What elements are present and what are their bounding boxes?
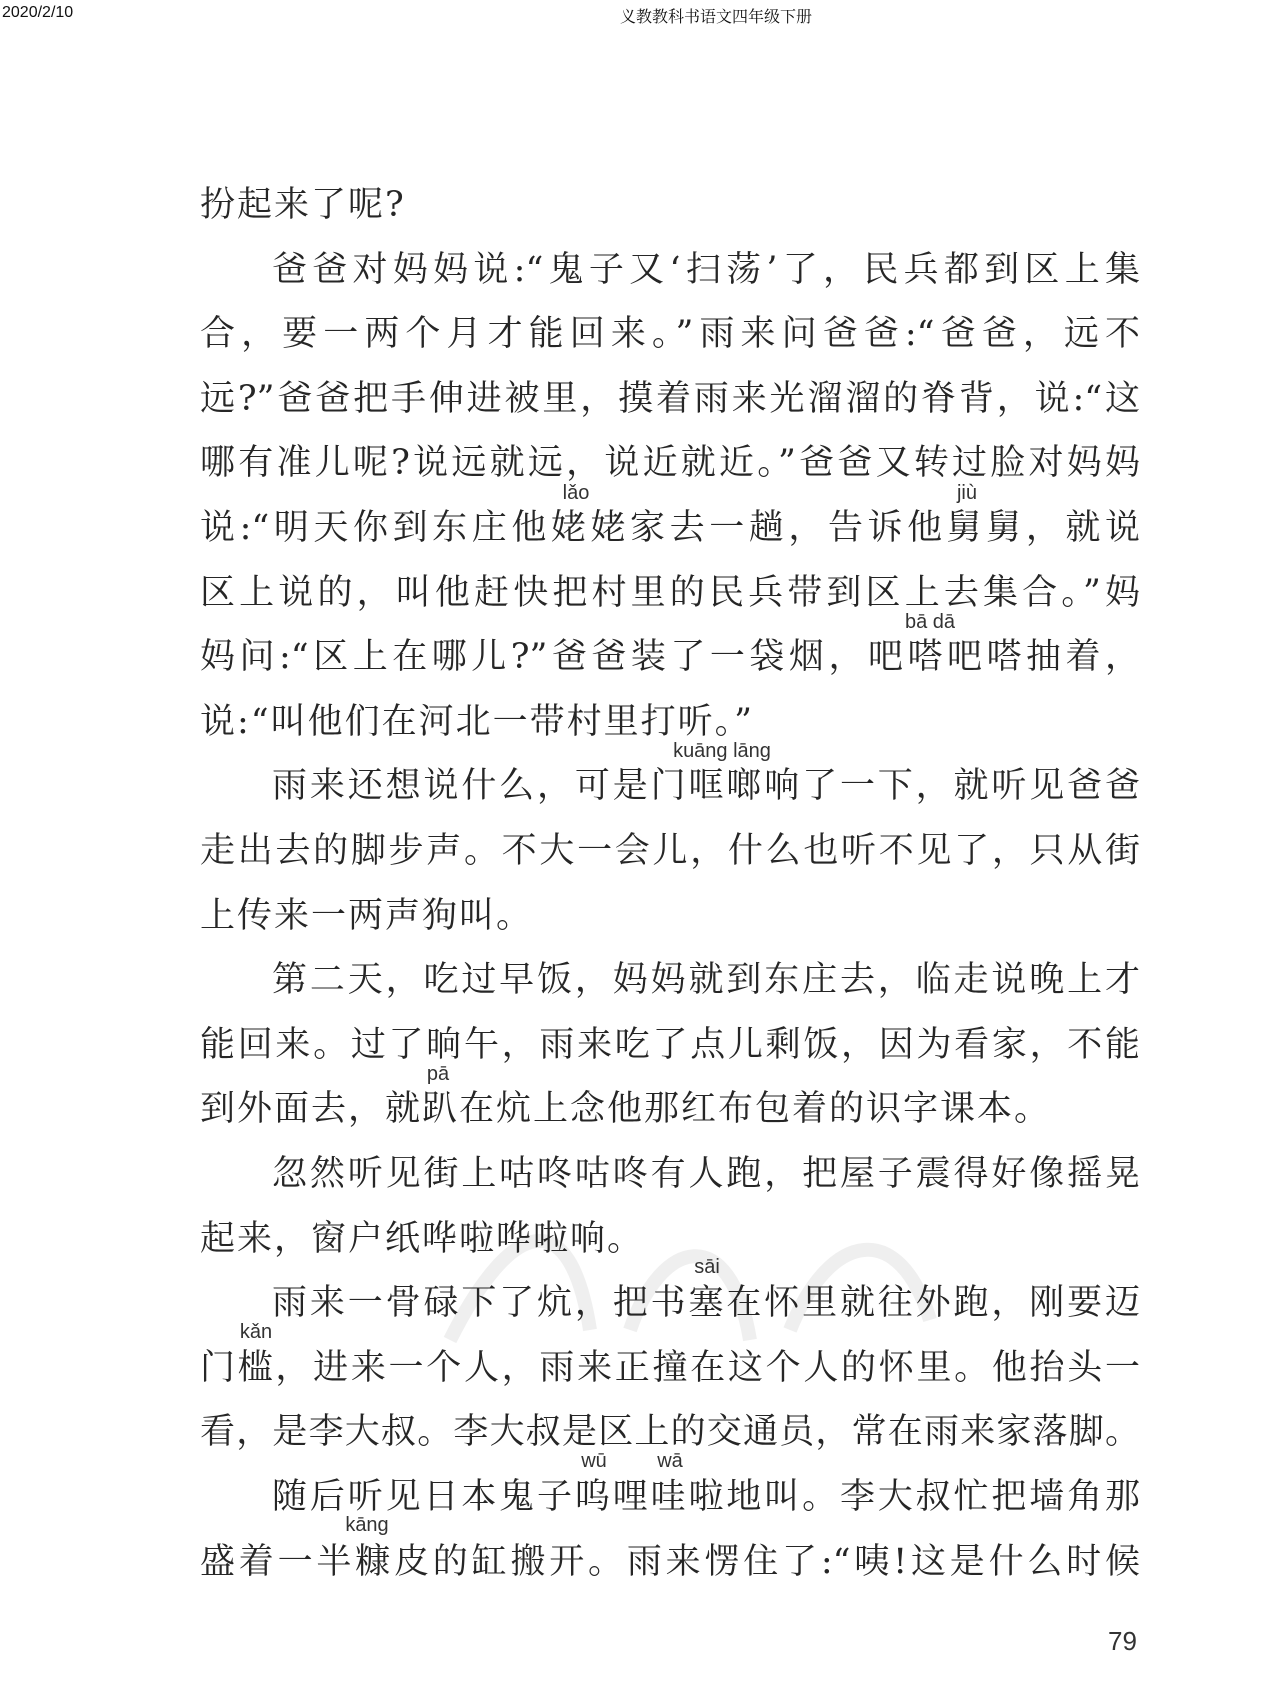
pinyin-bada: bā dā [904, 611, 956, 633]
page-number: 79 [1108, 1626, 1137, 1656]
text-line: 哪有准儿呢?说远就远，说近就近。”爸爸又转过脸对妈妈 [200, 443, 1140, 484]
paragraph-first-line: 忽然听见街上咕咚咕咚有人跑，把屋子震得好像摇晃 [272, 1154, 1140, 1194]
pinyin-jiu: jiù [956, 482, 978, 504]
publisher-watermark [430, 1180, 950, 1360]
pinyin-kang: kāng [345, 1514, 389, 1536]
text-line: 说:“叫他们在河北一带村里打听。” [200, 701, 755, 742]
pinyin-wa: wā [657, 1450, 683, 1472]
pinyin-kan: kǎn [239, 1321, 273, 1343]
pinyin-pa: pā [426, 1063, 450, 1085]
text-line: 远?”爸爸把手伸进被里，摸着雨来光溜溜的脊背，说:“这 [200, 378, 1140, 419]
document-title: 义教教科书语文四年级下册 [620, 9, 813, 26]
text-line: 说:“明天你到东庄他姥姥家去一趟，告诉他舅舅，就说 [200, 508, 1140, 548]
paragraph-first-line: 雨来还想说什么，可是门哐啷响了一下，就听见爸爸 [272, 766, 1140, 807]
pinyin-wu: wū [581, 1450, 607, 1472]
text-line: 能回来。过了晌午，雨来吃了点儿剩饭，因为看家，不能 [200, 1024, 1140, 1065]
text-line: 起来，窗户纸哗啦哗啦响。 [200, 1218, 645, 1259]
text-line: 合，要一两个月才能回来。”雨来问爸爸:“爸爸，远不 [200, 314, 1140, 355]
text-line: 看，是李大叔。李大叔是区上的交通员，常在雨来家落脚。 [200, 1412, 1140, 1453]
pinyin-kuanglang: kuāng lāng [673, 740, 771, 762]
text-line: 妈问:“区上在哪儿?”爸爸装了一袋烟，吧嗒吧嗒抽着， [200, 637, 1140, 678]
text-line: 扮起来了呢? [200, 185, 406, 225]
text-line: 门槛，进来一个人，雨来正撞在这个人的怀里。他抬头一 [200, 1347, 1140, 1388]
pinyin-sai: sāi [694, 1256, 720, 1278]
text-line: 上传来一两声狗叫。 [200, 895, 534, 936]
paragraph-first-line: 第二天，吃过早饭，妈妈就到东庄去，临走说晚上才 [272, 960, 1140, 1001]
text-line: 区上说的，叫他赶快把村里的民兵带到区上去集合。”妈 [200, 572, 1140, 613]
paragraph-first-line: 爸爸对妈妈说:“鬼子又‘扫荡’了，民兵都到区上集 [272, 249, 1140, 290]
paragraph-first-line: 雨来一骨碌下了炕，把书塞在怀里就往外跑，刚要迈 [272, 1283, 1140, 1324]
text-line: 走出去的脚步声。不大一会儿，什么也听不见了，只从街 [200, 831, 1140, 871]
pinyin-lao: lǎo [562, 482, 590, 504]
paragraph-first-line: 随后听见日本鬼子呜哩哇啦地叫。李大叔忙把墙角那 [272, 1477, 1140, 1517]
print-date: 2020/2/10 [2, 4, 74, 21]
text-line: 到外面去，就趴在炕上念他那红布包着的识字课本。 [200, 1089, 1052, 1130]
text-line: 盛着一半糠皮的缸搬开。雨来愣住了:“咦!这是什么时候 [200, 1541, 1140, 1582]
